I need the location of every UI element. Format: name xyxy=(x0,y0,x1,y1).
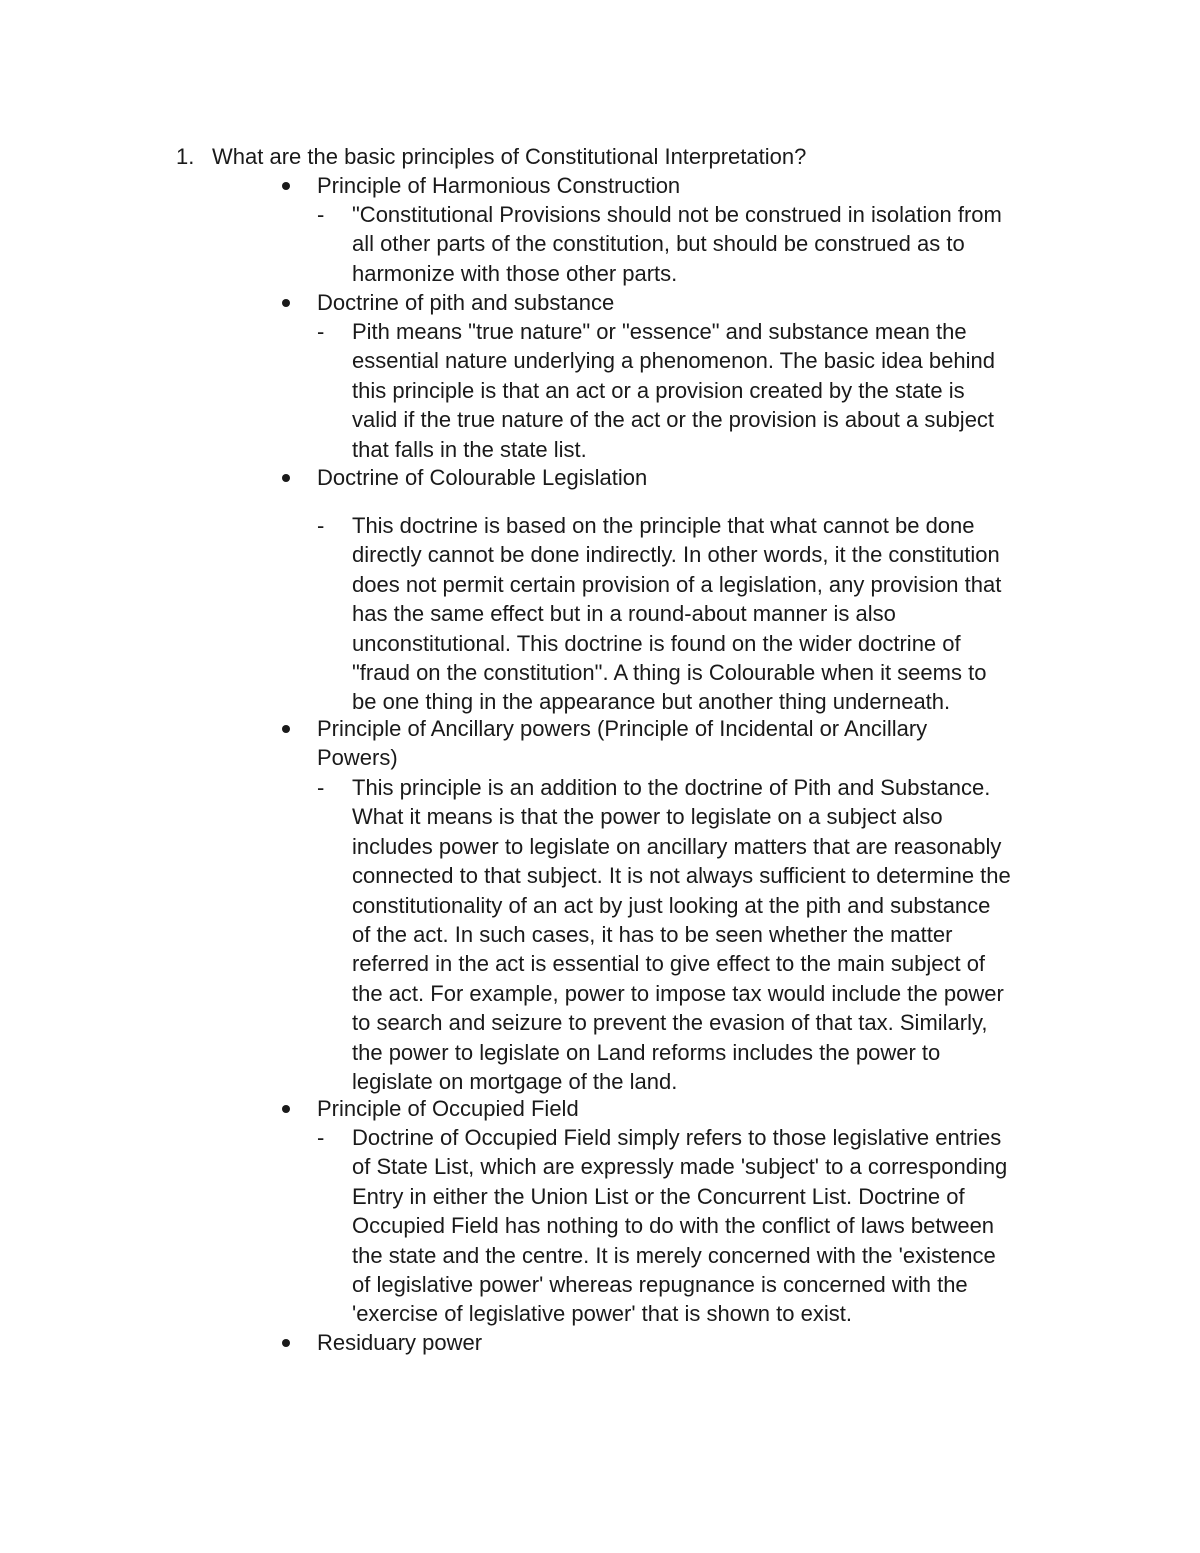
question-number: 1. xyxy=(176,144,195,169)
sub-item-text: Pith means "true nature" or "essence" and substance mean the essential nature underlying a phenomenon. The basic idea behind this principle is that an act or a provision created by the state is valid if the true nature of the act or the provision is about a subject that falls in the state list. xyxy=(352,319,995,462)
bullet-heading: Doctrine of pith and substance xyxy=(317,290,615,315)
bullet-heading: Doctrine of Colourable Legislation xyxy=(317,465,648,490)
dash-icon: - xyxy=(317,319,325,344)
bullet-icon xyxy=(282,1105,290,1113)
bullet-heading: Residuary power xyxy=(317,1330,483,1355)
dash-icon: - xyxy=(317,513,325,538)
bullet-heading: Principle of Harmonious Construction xyxy=(317,173,681,198)
sub-item-text: "Constitutional Provisions should not be construed in isolation from all other parts of the constitution, but should be construed as to harmonize with those other parts. xyxy=(352,202,1002,286)
dash-icon: - xyxy=(317,202,325,227)
sub-item-text: This principle is an addition to the doctrine of Pith and Substance. What it means is that the power to legislate on a subject also includes power to legislate on ancillary matters that are reasonably connected to that subject. It is not always sufficient to determine the constitutionality of an act by just looking at the pith and substance of the act. In such cases, it has to be seen whether the matter referred in the act is essential to give effect to the main subject of the act. For example, power to impose tax would include the power to search and seizure to prevent the evasion of that tax. Similarly, the power to legislate on Land reforms includes the power to legislate on mortgage of the land. xyxy=(352,775,1011,1095)
bullet-icon xyxy=(282,1339,290,1347)
bullet-icon xyxy=(282,725,290,733)
question-text: What are the basic principles of Constitutional Interpretation? xyxy=(212,144,807,169)
bullet-heading: Principle of Ancillary powers (Principle of Incidental or Ancillary Powers) xyxy=(317,716,928,771)
dash-icon: - xyxy=(317,775,325,800)
sub-item-text: This doctrine is based on the principle that what cannot be done directly cannot be done indirectly. In other words, it the constitution does not permit certain provision of a legislation, any provision that has the same effect but in a round-about manner is also unconstitutional. This doctrine is found on the wider doctrine of "fraud on the constitution". A thing is Colourable when it seems to be one thing in the appearance but another thing underneath. xyxy=(352,513,1002,715)
bullet-icon xyxy=(282,474,290,482)
bullet-icon xyxy=(282,299,290,307)
bullet-icon xyxy=(282,182,290,190)
bullet-heading: Principle of Occupied Field xyxy=(317,1096,579,1121)
question-heading xyxy=(176,142,806,171)
sub-item-text: Doctrine of Occupied Field simply refers to those legislative entries of State List, which are expressly made 'subject' to a corresponding Entry in either the Union List or the Concurrent List. Doctrine of Occupied Field has nothing to do with the conflict of laws between the state and the centre. It is merely concerned with the 'existence of legislative power' whereas repugnance is concerned with the 'exercise of legislative power' that is shown to exist. xyxy=(352,1125,1008,1327)
dash-icon: - xyxy=(317,1125,325,1150)
